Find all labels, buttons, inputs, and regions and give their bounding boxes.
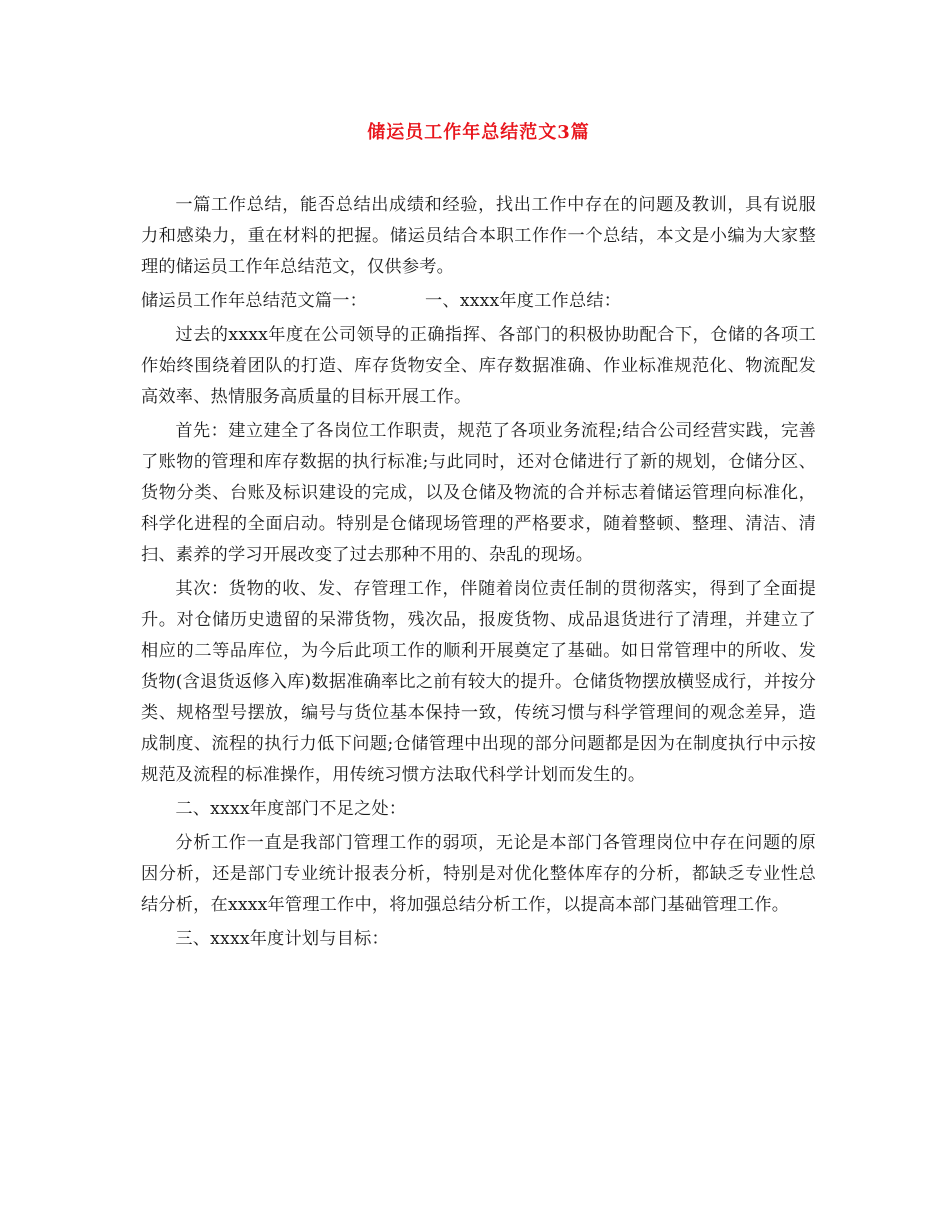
paragraph-3: 其次：货物的收、发、存管理工作，伴随着岗位责任制的贯彻落实，得到了全面提升。对仓储历史遗留的呆滞货物，残次品，报废货物、成品退货进行了清理，并建立了相应的二等品库位，为今后此项工作的顺利开展奠定了基础。如日常管理中的所收、发货物(含退货返修入库)数据准确率比之前有较大的提升。仓储货物摆放横竖成行，并按分类、规格型号摆放，编号与货位基本保持一致，传统习惯与科学管理间的观念差异，造成制度、流程的执行力低下问题;仓储管理中出现的部分问题都是因为在制度执行中示按规范及流程的标准操作，用传统习惯方法取代科学计划而发生的。 [141,579,816,785]
paragraph-4: 分析工作一直是我部门管理工作的弱项，无论是本部门各管理岗位中存在问题的原因分析，还是部门专业统计报表分析，特别是对优化整体库存的分析，都缺乏专业性总结分析，在xxxx年管理工作中，将加强总结分析工作，以提高本部门基础管理工作。 [141,833,816,915]
section-heading-left: 储运员工作年总结范文篇一： [141,291,368,311]
heading-2: 二、xxxx年度部门不足之处： [175,799,407,819]
section-heading-right: 一、xxxx年度工作总结： [425,291,622,311]
document-page [141,118,816,958]
intro-paragraph: 一篇工作总结，能否总结出成绩和经验，找出工作中存在的问题及教训，具有说服力和感染力，重在材料的把握。储运员结合本职工作作一个总结，本文是小编为大家整理的储运员工作年总结范文，仅供参考。 [141,195,816,277]
section-heading [141,286,816,317]
paragraph-1: 过去的xxxx年度在公司领导的正确指挥、各部门的积极协助配合下，仓储的各项工作始终围绕着团队的打造、库存货物安全、库存数据准确、作业标准规范化、物流配发高效率、热情服务高质量的目标开展工作。 [141,325,816,407]
document-title: 储运员工作年总结范文3篇 [367,122,590,143]
heading-3: 三、xxxx年度计划与目标： [175,929,389,949]
paragraph-2: 首先：建立建全了各岗位工作职责，规范了各项业务流程;结合公司经营实践，完善了账物的管理和库存数据的执行标准;与此同时，还对仓储进行了新的规划，仓储分区、货物分类、台账及标识建设的完成，以及仓储及物流的合并标志着储运管理向标准化，科学化进程的全面启动。特别是仓储现场管理的严格要求，随着整顿、整理、清洁、清扫、素养的学习开展改变了过去那种不用的、杂乱的现场。 [141,421,816,565]
